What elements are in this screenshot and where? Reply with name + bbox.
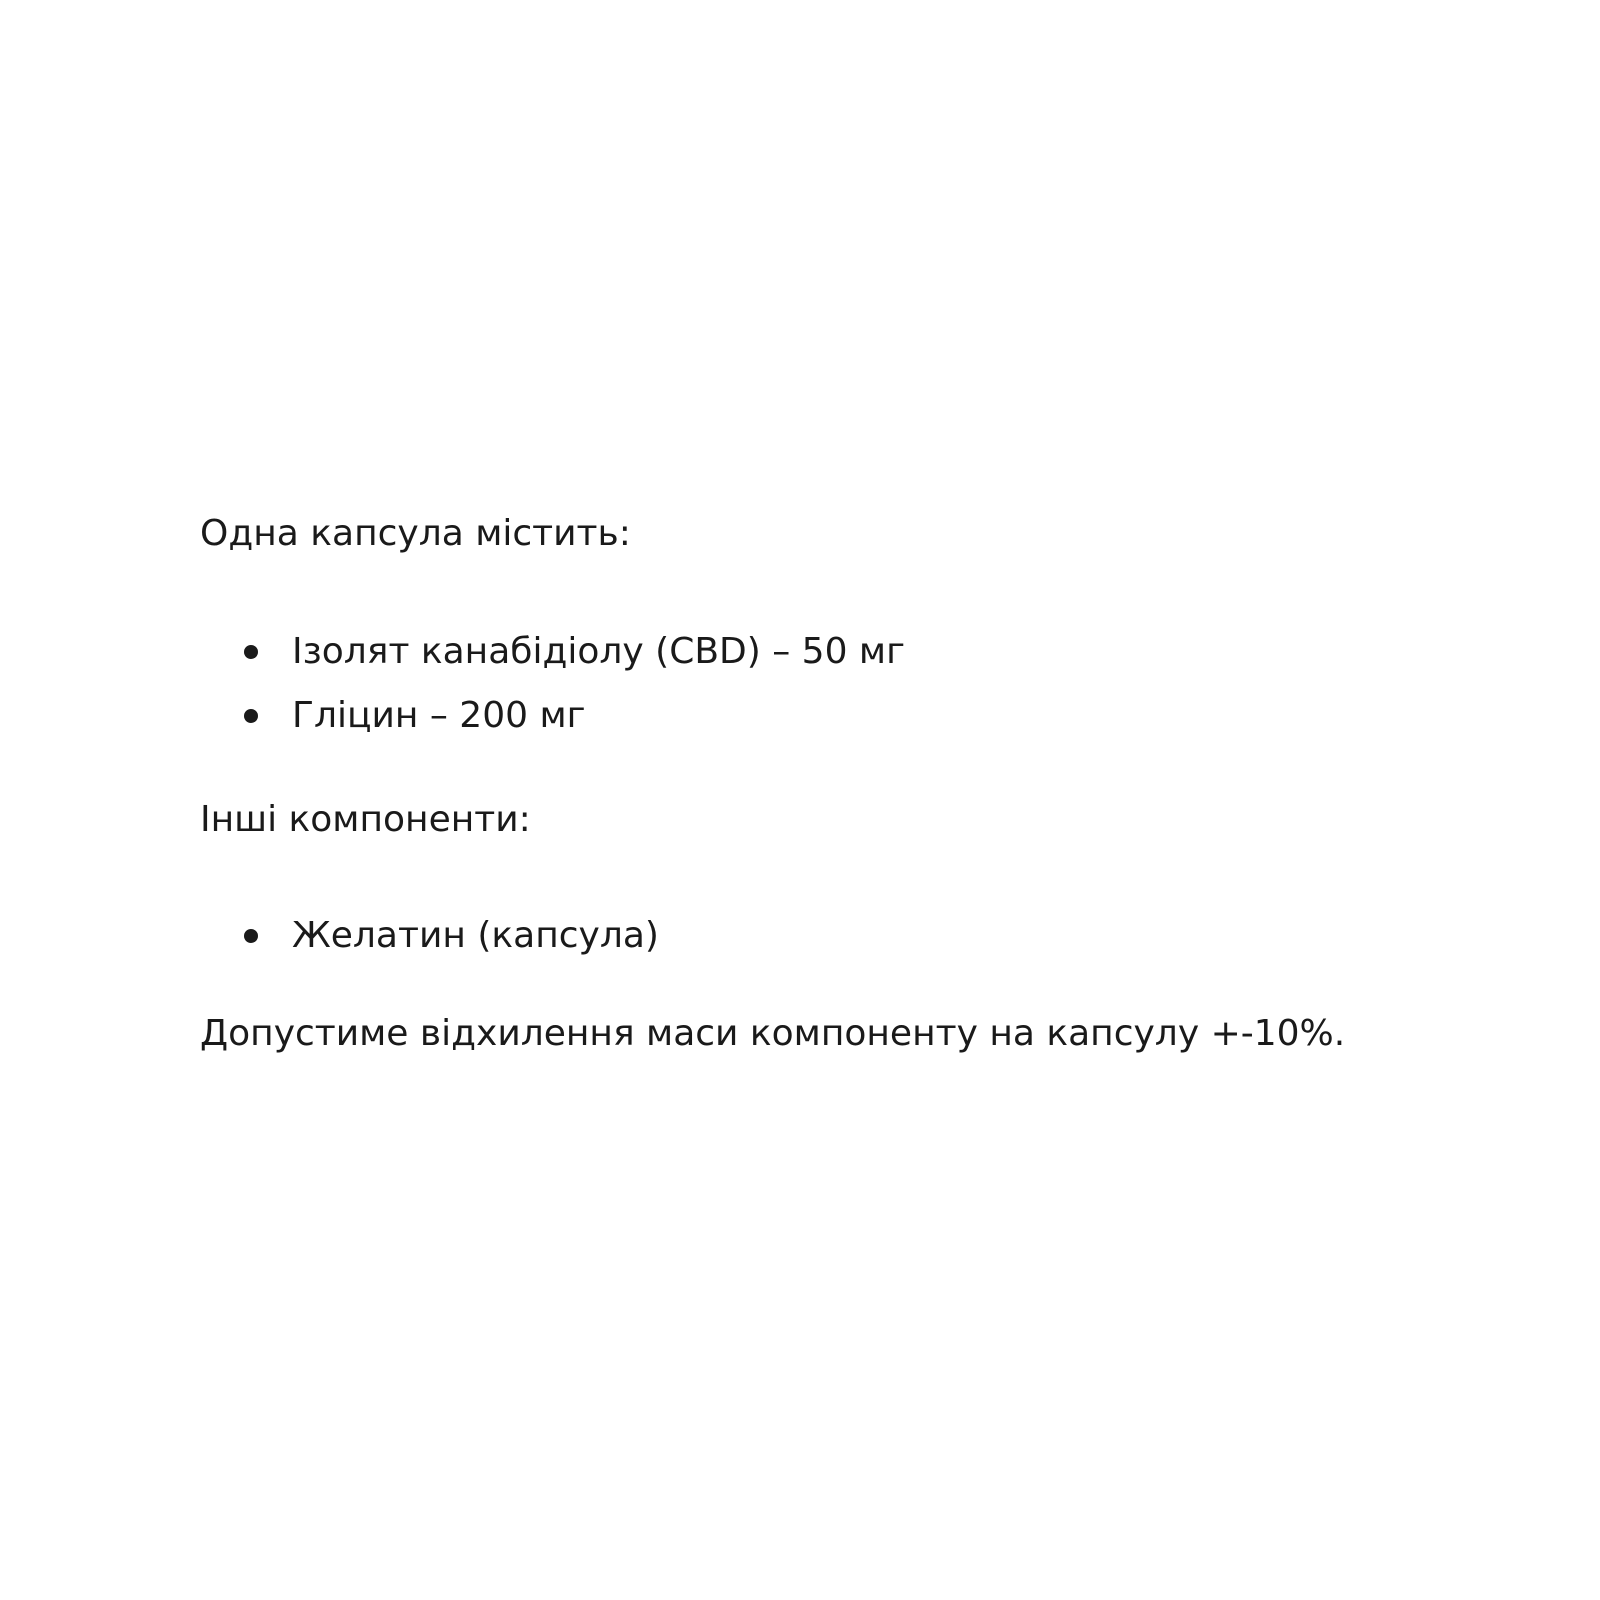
active-ingredients-list bbox=[200, 620, 905, 748]
bullet-icon bbox=[244, 929, 258, 943]
list-item bbox=[200, 620, 905, 684]
bullet-icon bbox=[244, 709, 258, 723]
ingredient-text: Гліцин – 200 мг bbox=[292, 695, 586, 736]
ingredient-text: Ізолят канабідіолу (CBD) – 50 мг bbox=[292, 631, 906, 672]
ingredient-text: Желатин (капсула) bbox=[292, 915, 659, 956]
tolerance-note: Допустиме відхилення маси компоненту на капсулу +-10%. bbox=[200, 1013, 1346, 1054]
capsule-contents-heading: Одна капсула містить: bbox=[200, 513, 631, 554]
other-components-heading: Інші компоненти: bbox=[200, 799, 531, 840]
other-ingredients-list bbox=[200, 904, 659, 968]
list-item bbox=[200, 904, 659, 968]
list-item bbox=[200, 684, 905, 748]
bullet-icon bbox=[244, 645, 258, 659]
